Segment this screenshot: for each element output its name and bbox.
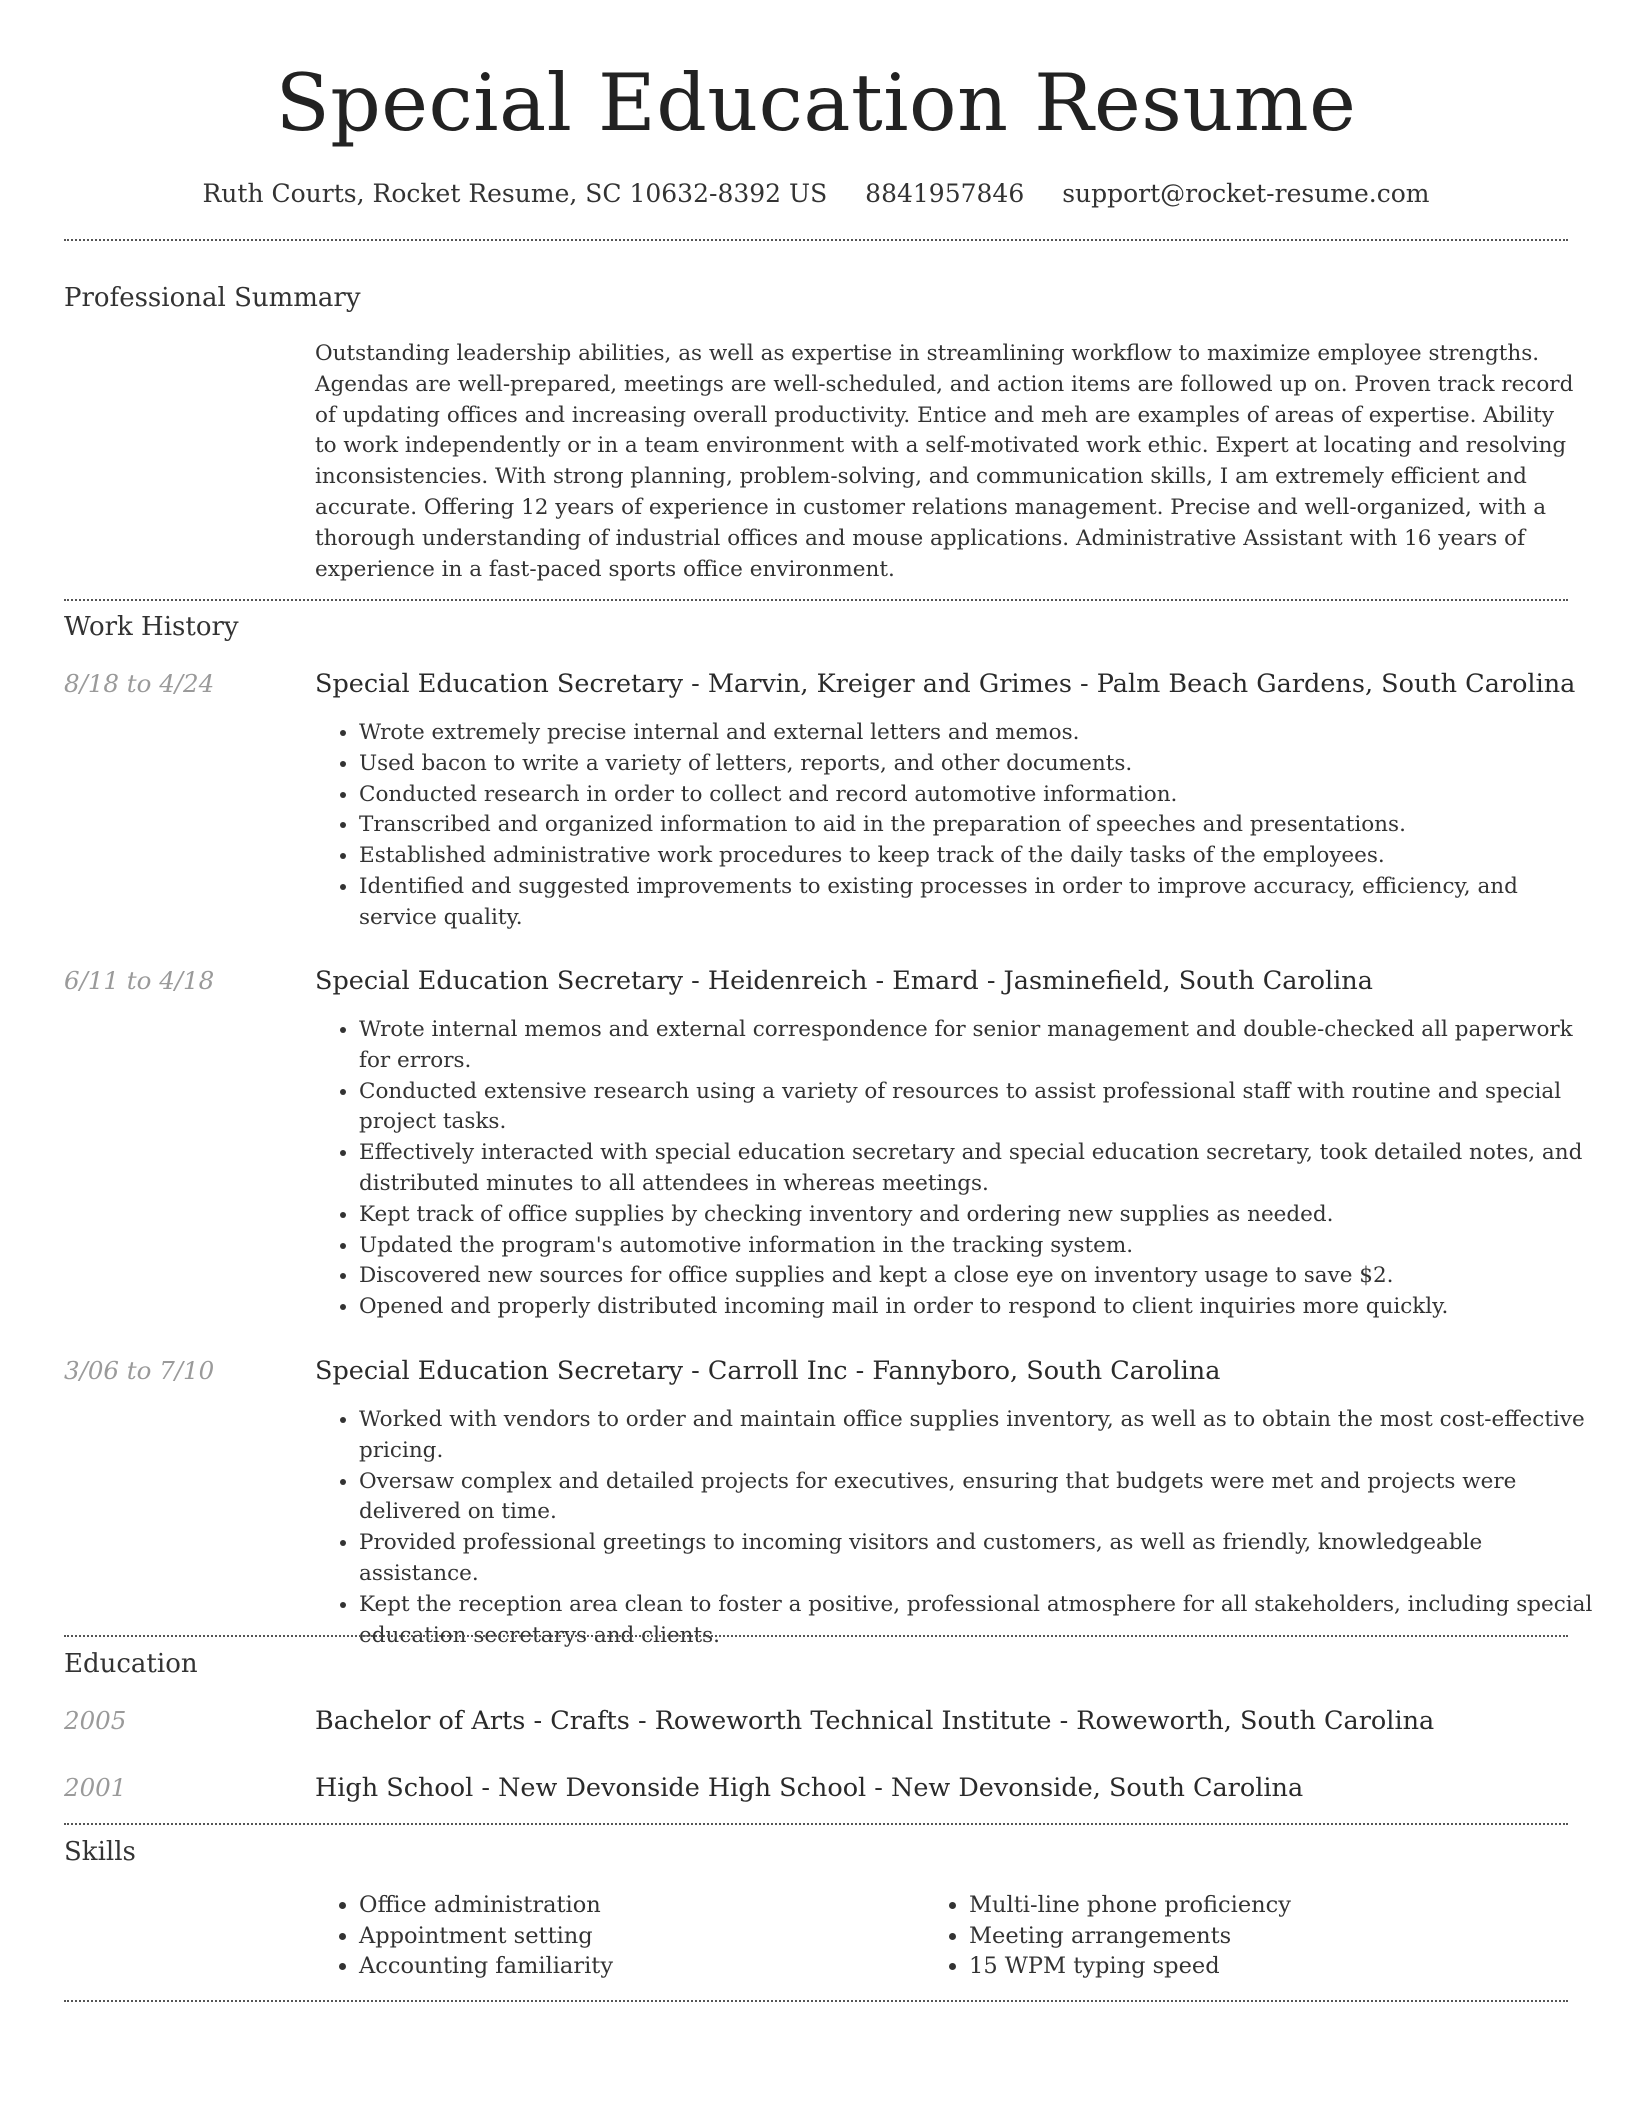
education-year: 2001 xyxy=(64,1773,127,1802)
list-item: • Identified and suggested improvements to existing processes in order to improve accuracy, efficiency, and service quality. xyxy=(359,872,1599,934)
job-title: Special Education Secretary - Marvin, Kreiger and Grimes - Palm Beach Gardens, South Carolina xyxy=(315,669,1576,699)
divider xyxy=(64,1823,1568,1825)
list-item: • Transcribed and organized information to aid in the preparation of speeches and presentations. xyxy=(359,810,1599,841)
list-item: • Accounting familiarity xyxy=(359,1951,613,1982)
list-item: • Worked with vendors to order and maintain office supplies inventory, as well as to obtain the most cost-effective pricing. xyxy=(359,1405,1599,1467)
job-bullets xyxy=(315,718,1599,934)
list-item: • Updated the program's automotive information in the tracking system. xyxy=(359,1231,1599,1262)
list-item: • Kept the reception area clean to foster a positive, professional atmosphere for all stakeholders, including special education secretarys and clients. xyxy=(359,1590,1599,1652)
job-title: Special Education Secretary - Carroll Inc - Fannyboro, South Carolina xyxy=(315,1356,1221,1386)
list-item: • 15 WPM typing speed xyxy=(969,1951,1291,1982)
list-item: • Kept track of office supplies by checking inventory and ordering new supplies as needed. xyxy=(359,1200,1599,1231)
list-item: • Wrote extremely precise internal and external letters and memos. xyxy=(359,718,1599,749)
education-degree: High School - New Devonside High School - New Devonside, South Carolina xyxy=(315,1773,1304,1803)
section-heading-work-history: Work History xyxy=(64,612,239,642)
list-item: • Discovered new sources for office supplies and kept a close eye on inventory usage to save $2. xyxy=(359,1261,1599,1292)
skills-list-right xyxy=(925,1890,1291,1982)
job-dates: 3/06 to 7/10 xyxy=(64,1356,215,1385)
divider xyxy=(64,599,1568,601)
divider xyxy=(64,2000,1568,2002)
job-bullets xyxy=(315,1015,1599,1323)
contact-email: support@rocket-resume.com xyxy=(1062,179,1430,208)
list-item: • Multi-line phone proficiency xyxy=(969,1890,1291,1921)
contact-address: Ruth Courts, Rocket Resume, SC 10632-8392 US xyxy=(202,179,828,208)
section-heading-education: Education xyxy=(64,1649,198,1679)
divider xyxy=(64,1635,1568,1637)
section-heading-skills: Skills xyxy=(64,1837,136,1867)
list-item: • Used bacon to write a variety of letters, reports, and other documents. xyxy=(359,749,1599,780)
list-item: • Conducted research in order to collect and record automotive information. xyxy=(359,780,1599,811)
divider xyxy=(64,239,1568,241)
job-dates: 8/18 to 4/24 xyxy=(64,669,215,698)
job-title: Special Education Secretary - Heidenreich - Emard - Jasminefield, South Carolina xyxy=(315,966,1373,996)
list-item: • Established administrative work procedures to keep track of the daily tasks of the employees. xyxy=(359,841,1599,872)
job-dates: 6/11 to 4/18 xyxy=(64,966,215,995)
list-item: • Meeting arrangements xyxy=(969,1921,1291,1952)
contact-line xyxy=(0,176,1632,212)
education-year: 2005 xyxy=(64,1706,127,1735)
contact-phone: 8841957846 xyxy=(865,179,1025,208)
education-degree: Bachelor of Arts - Crafts - Roweworth Technical Institute - Roweworth, South Carolina xyxy=(315,1706,1435,1736)
list-item: • Effectively interacted with special education secretary and special education secretary, took detailed notes, and distributed minutes to all attendees in whereas meetings. xyxy=(359,1138,1599,1200)
job-bullets xyxy=(315,1405,1599,1651)
list-item: • Office administration xyxy=(359,1890,613,1921)
skills-list-left xyxy=(315,1890,613,1982)
list-item: • Provided professional greetings to incoming visitors and customers, as well as friendly, knowledgeable assistance. xyxy=(359,1528,1599,1590)
list-item: • Appointment setting xyxy=(359,1921,613,1952)
summary-text: Outstanding leadership abilities, as well as expertise in streamlining workflow to maximize employee strengths. Agendas are well-prepared, meetings are well-scheduled, and action items are followed up on. Proven track record of updating offices and increasing overall productivity. Entice and meh are examples of areas of expertise. Ability to work independently or in a team environment with a self-motivated work ethic. Expert at locating and resolving inconsistencies. With strong planning, problem-solving, and communication skills, I am extremely efficient and accurate. Offering 12 years of experience in customer relations management. Precise and well-organized, with a thorough understanding of industrial offices and mouse applications. Administrative Assistant with 16 years of experience in a fast-paced sports office environment. xyxy=(315,341,1574,582)
resume-title: Special Education Resume xyxy=(275,57,1357,149)
section-heading-summary: Professional Summary xyxy=(64,283,361,313)
list-item: • Wrote internal memos and external correspondence for senior management and double-checked all paperwork for errors. xyxy=(359,1015,1599,1077)
list-item: • Opened and properly distributed incoming mail in order to respond to client inquiries more quickly. xyxy=(359,1292,1599,1323)
list-item: • Oversaw complex and detailed projects for executives, ensuring that budgets were met and projects were delivered on time. xyxy=(359,1467,1599,1529)
list-item: • Conducted extensive research using a variety of resources to assist professional staff with routine and special project tasks. xyxy=(359,1077,1599,1139)
